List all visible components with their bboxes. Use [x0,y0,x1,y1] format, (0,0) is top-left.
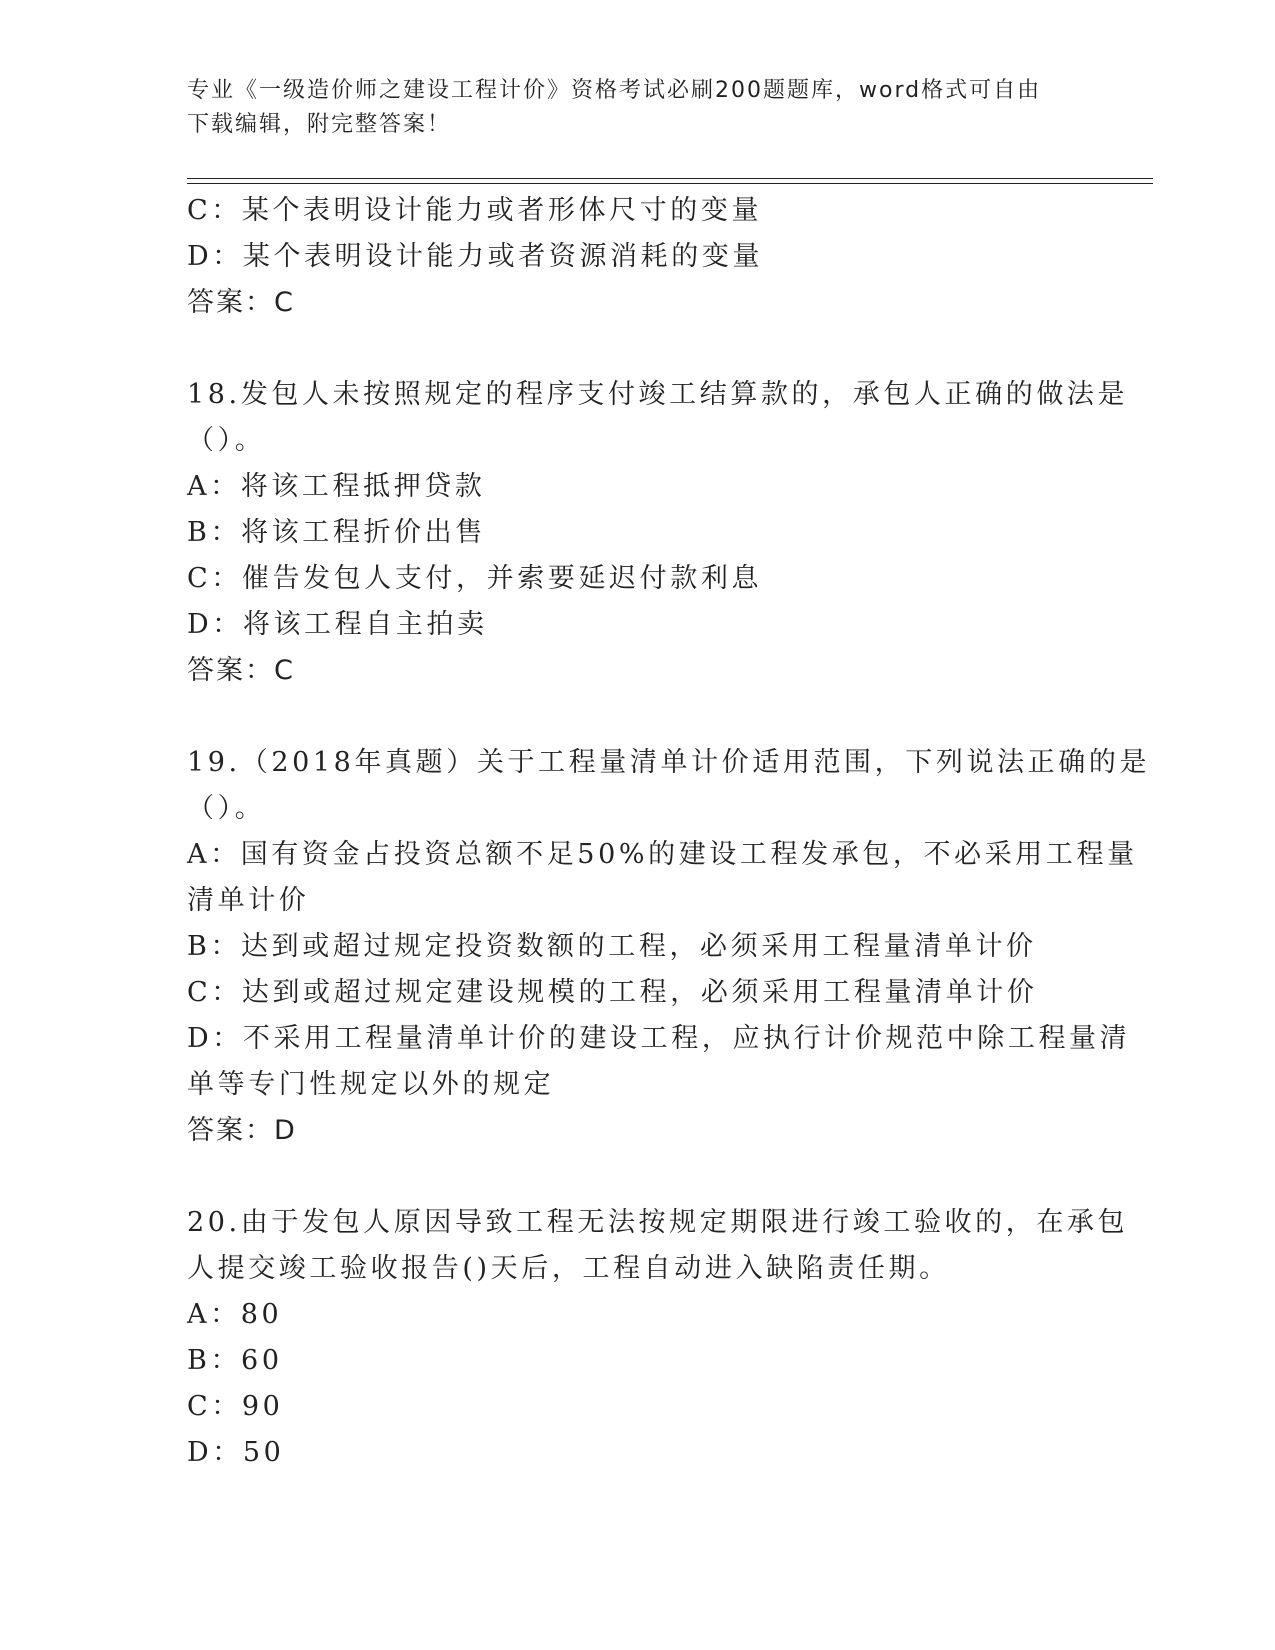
question-stem-line: 19.（2018年真题）关于工程量清单计价适用范围，下列说法正确的是 [187,747,1151,778]
spacer [187,694,1087,740]
question-stem-line: （）。 [187,425,266,456]
option-c: C：催告发包人支付，并索要延迟付款利息 [187,563,763,594]
option-b: B：60 [187,1345,283,1376]
spacer [187,1154,1087,1200]
answer-line: 答案：C [187,287,295,318]
option-a: A：80 [187,1299,283,1330]
option-c: C：某个表明设计能力或者形体尺寸的变量 [187,195,763,226]
option-c: C：达到或超过规定建设规模的工程，必须采用工程量清单计价 [187,977,1038,1008]
question-20 [187,1200,1129,1476]
header-line-2: 下载编辑，附完整答案！ [187,112,452,137]
question-stem-line: 20.由于发包人原因导致工程无法按规定期限进行竣工验收的，在承包 [187,1207,1129,1238]
option-b: B：将该工程折价出售 [187,517,486,548]
option-d-continuation: 单等专门性规定以外的规定 [187,1069,555,1100]
option-a: A：将该工程抵押贷款 [187,471,486,502]
header-rule-top [187,178,1153,179]
option-d: D：不采用工程量清单计价的建设工程，应执行计价规范中除工程量清 [187,1023,1131,1054]
option-a-continuation: 清单计价 [187,885,310,916]
option-b: B：达到或超过规定投资数额的工程，必须采用工程量清单计价 [187,931,1037,962]
option-d: D：将该工程自主拍卖 [187,609,488,640]
question-stem-line: 18.发包人未按照规定的程序支付竣工结算款的，承包人正确的做法是 [187,379,1129,410]
spacer [187,326,1087,372]
option-d: D：某个表明设计能力或者资源消耗的变量 [187,241,764,272]
option-d: D：50 [187,1437,285,1468]
answer-line: 答案：D [187,1115,297,1146]
document-body [187,188,1151,1476]
option-a: A：国有资金占投资总额不足50%的建设工程发承包，不必采用工程量 [187,839,1138,870]
option-c: C：90 [187,1391,284,1422]
page-header [187,74,1087,142]
header-line-1: 专业《一级造价师之建设工程计价》资格考试必刷200题题库，word格式可自由 [187,78,1042,103]
question-stem-line: 人提交竣工验收报告()天后，工程自动进入缺陷责任期。 [187,1253,950,1284]
question-stem-line: （）。 [187,793,266,824]
question-19 [187,740,1151,1154]
question-18 [187,372,1129,694]
answer-line: 答案：C [187,655,295,686]
previous-question-tail [187,188,1087,326]
header-rule-bottom [187,183,1153,184]
